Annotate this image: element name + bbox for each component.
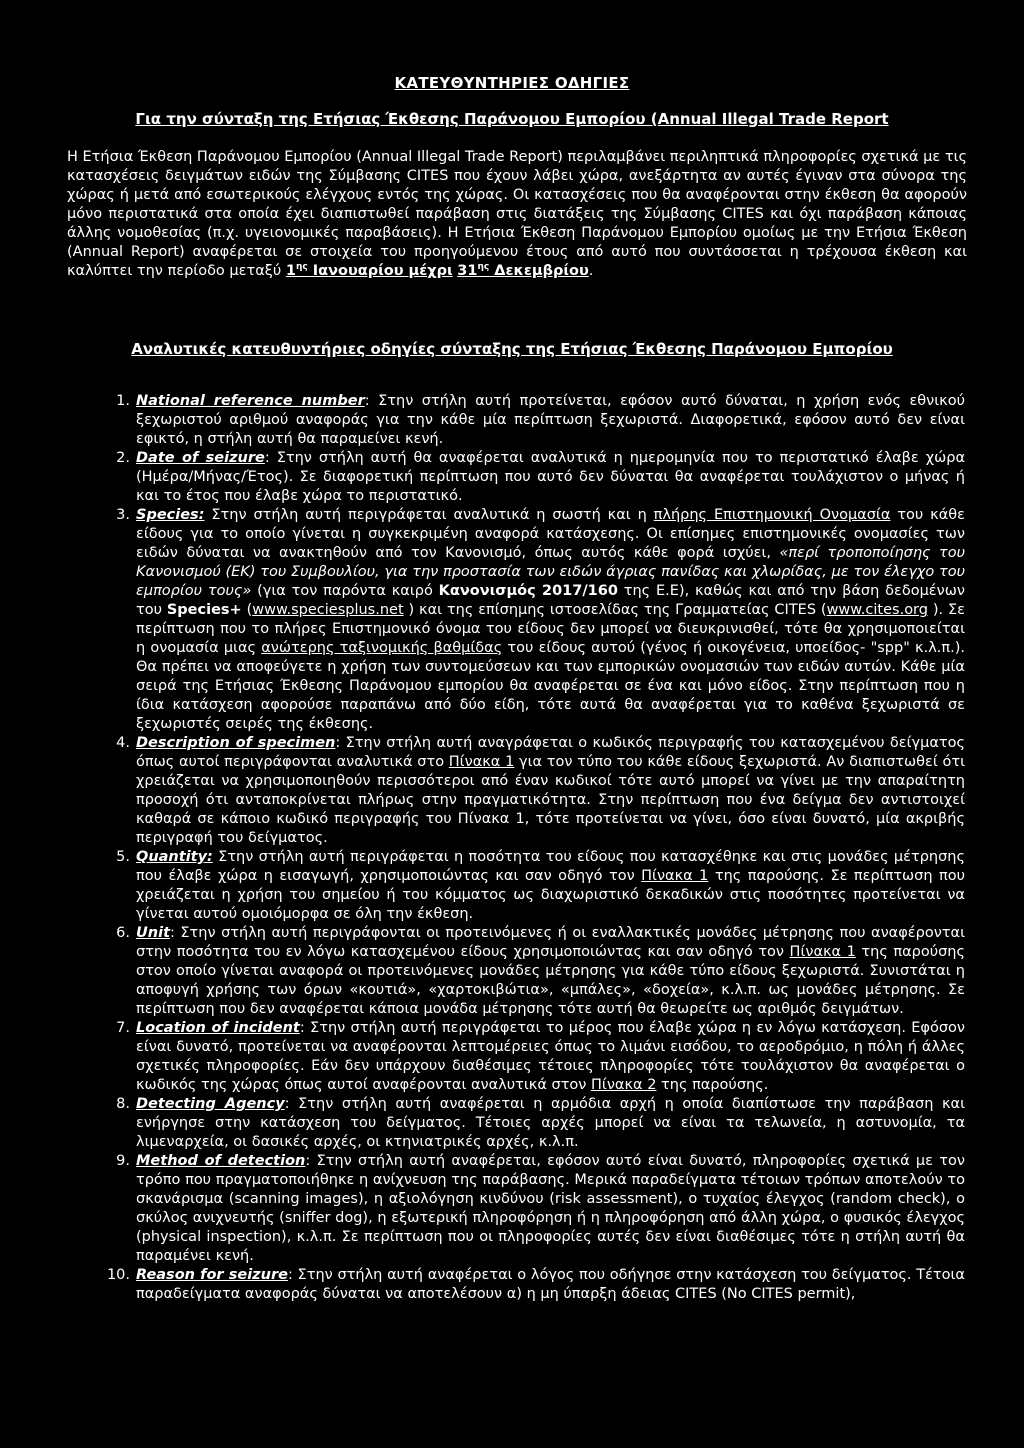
speciesplus-link[interactable]: www.speciesplus.net xyxy=(252,602,404,618)
field-term: Location of incident xyxy=(136,1020,300,1036)
field-term: Method of detection xyxy=(136,1153,306,1169)
field-term: Unit xyxy=(136,925,170,941)
list-item: 10. Reason for seizure: Στην στήλη αυτή αναφέρεται ο λόγος που οδήγησε στην κατάσχεση του δείγματος. Τέτοια παραδείγματα αναφοράς δύναται να αποτελέσουν α) η μη ύπαρξη άδειας CITES (No CITES permit), xyxy=(106,1267,965,1302)
intro-paragraph: Η Ετήσια Έκθεση Παράνομου Εμπορίου (Annual Illegal Trade Report) περιλαμβάνει περιληπτικά πληροφορίες σχετικά με τις κατασχέσεις δειγμάτων ειδών της Σύμβασης CITES που έχουν λάβει χώρα, ανεξάρτητα αν αυτές έγιναν στα σύνορα της χώρας ή μετά από εσωτερικούς ελέγχους εντός της χώρας. Οι κατασχέσεις που θα αναφέρονται στην έκθεση θα αφορούν μόνο περιστατικά στα οποία έχει διαπιστωθεί παράβαση στις διατάξεις της Σύμβασης CITES και όχι παράβαση κάποιας άλλης νομοθεσίας (π.χ. υγειονομικές παραβάσεις). Η Ετήσια Έκθεση Παράνομου Εμπορίου ομοίως με την Ετήσια Έκθεση (Annual Report) αναφέρεται σε στοιχεία του προηγούμενου έτους από αυτό που συντάσσεται η τρέχουσα έκθεση και καλύπτει την περίοδο μεταξύ $1^{\eta\varsigma}$ Ιανουαρίου μέχρι $31^{\eta\varsigma}$ Δεκεμβρίου. xyxy=(67,149,967,279)
field-term: Quantity: xyxy=(136,849,213,865)
field-term: Reason for seizure xyxy=(136,1267,288,1283)
field-term: Species: xyxy=(136,507,205,523)
list-item: 2. Date of seizure: Στην στήλη αυτή θα αναφέρεται αναλυτικά η ημερομηνία που το περιστατικό έλαβε χώρα (Ημέρα/Μήνας/Έτος). Σε διαφορετική περίπτωση που αυτό δεν δύναται θα αναφέρεται τουλάχιστον ο μήνας ή και το έτος που έλαβε χώρα το περιστατικό. xyxy=(116,450,965,504)
list-item: 7. Location of incident: Στην στήλη αυτή περιγράφεται το μέρος που έλαβε χώρα η εν λόγω κατάσχεση. Εφόσον είναι δυνατό, προτείνεται να αναφέρονται λεπτομέρειες όπως το λιμάνι εισόδου, το αεροδρόμιο, η πόλη ή άλλες σχετικές πληροφορίες. Εάν δεν υπάρχουν διαθέσιμες τέτοιες πληροφορίες τότε τουλάχιστον θα αναφέρεται ο κωδικός της χώρας όπως αυτοί αναφέρονται αναλυτικά στον Πίνακα 2 της παρούσης. xyxy=(116,1020,965,1093)
list-item: 3. Species: Στην στήλη αυτή περιγράφεται αναλυτικά η σωστή και η πλήρης Επιστημονική Ονομασία του κάθε είδους για το οποίο γίνεται η συγκεκριμένη αναφορά κατάσχεσης. Οι επίσημες επιστημονικές ονομασίες των ειδών δύναται να ανακτηθούν από τον Κανονισμό, όπως αυτός κάθε φορά ισχύει, «περί τροποποίησης του Κανονισμού (ΕΚ) του Συμβουλίου, για την προστασία των ειδών άγριας πανίδας και χλωρίδας, με τον έλεγχο του εμπορίου τους» (για τον παρόντα καιρό Κανονισμός 2017/160 της Ε.Ε), καθώς και από την βάση δεδομένων του Species+ (www.speciesplus.net ) και της επίσημης ιστοσελίδας της Γραμματείας CITES (www.cites.org ). Σε περίπτωση που το πλήρες Επιστημονικό όνομα του είδους δεν μπορεί να διευκρινισθεί, τότε θα χρησιμοποιείται η ονομασία μιας ανώτερης ταξινομικής βαθμίδας του είδους αυτού (γένος ή οικογένεια, υποείδος- "spp" κ.λ.π.). Θα πρέπει να αποφεύγετε η χρήση των συντομεύσεων και των εμπορικών ονομασιών των ειδών αυτών. Κάθε μία σειρά της Ετήσιας Έκθεσης Παράνομου εμπορίου θα αναφέρεται σε ένα και μόνο είδος. Στην περίπτωση που η ίδια κατάσχεση αφορούσε παραπάνω από δύο είδη, τότε αυτά θα αναφέρεται για το καθένα ξεχωριστά σε ξεχωριστές σειρές της έκθεσης. xyxy=(116,507,965,732)
field-term: Detecting Agency xyxy=(136,1096,285,1112)
list-item: 9. Method of detection: Στην στήλη αυτή αναφέρεται, εφόσον αυτό είναι δυνατό, πληροφορίες σχετικά με τον τρόπο που πραγματοποιήθηκε η ανίχνευση της παράβασης. Μερικά παραδείγματα τέτοιων τρόπων αποτελούν το σκανάρισμα (scanning images), η αξιολόγηση κινδύνου (risk assessment), ο τυχαίος έλεγχος (random check), ο σκύλος ανιχνευτής (sniffer dog), η εξωτερική πληροφόρηση ή η πληροφόρηση από άλλη χώρα, ο φυσικός έλεγχος (physical inspection), κ.λ.π. Σε περίπτωση που οι πληροφορίες αυτές δεν είναι διαθέσιμες τότε η στήλη αυτή θα παραμένει κενή. xyxy=(116,1153,965,1264)
period-end: $31^{\eta\varsigma}$ Δεκεμβρίου xyxy=(457,262,589,279)
document-title: ΚΑΤΕΥΘΥΝΤΗΡΙΕΣ ΟΔΗΓΙΕΣ xyxy=(394,74,630,92)
cites-link[interactable]: www.cites.org xyxy=(826,602,928,618)
field-term: Description of specimen xyxy=(136,735,336,751)
field-term: National reference number xyxy=(136,393,365,409)
intro-text: Η Ετήσια Έκθεση Παράνομου Εμπορίου (Annual Illegal Trade Report) περιλαμβάνει περιληπτικά πληροφορίες σχετικά με τις κατασχέσεις δειγμάτων ειδών της Σύμβασης CITES που έχουν λάβει χώρα, ανεξάρτητα αν αυτές έγιναν στα σύνορα της χώρας ή μετά από εσωτερικούς ελέγχους εντός της χώρας. Οι κατασχέσεις που θα αναφέρονται στην έκθεση θα αφορούν μόνο περιστατικά στα οποία έχει διαπιστωθεί παράβαση στις διατάξεις της Σύμβασης CITES και όχι παράβαση κάποιας άλλης νομοθεσίας (π.χ. υγειονομικές παραβάσεις). Η Ετήσια Έκθεση Παράνομου Εμπορίου ομοίως με την Ετήσια Έκθεση (Annual Report) αναφέρεται σε στοιχεία του προηγούμενου έτους από αυτό που συντάσσεται η τρέχουσα έκθεση και καλύπτει την περίοδο μεταξύ xyxy=(67,149,967,279)
list-item: 8. Detecting Agency: Στην στήλη αυτή αναφέρεται η αρμόδια αρχή η οποία διαπίστωσε την παράβαση και ενήργησε στην κατάσχεση του δείγματος. Τέτοιες αρχές μπορεί να είναι τα τελωνεία, η αστυνομία, τα λιμεναρχεία, οι δασικές αρχές, οι κτηνιατρικές αρχές, κ.λ.π. xyxy=(116,1096,965,1150)
list-item: 5. Quantity: Στην στήλη αυτή περιγράφεται η ποσότητα του είδους που κατασχέθηκε και στις μονάδες μέτρησης που έλαβε χώρα η εισαγωγή, χρησιμοποιώντας και σαν οδηγό τον Πίνακα 1 της παρούσης. Σε περίπτωση που χρειάζεται η χρήση του σημείου ή του κόμματος ως διαχωριστικό δεκαδικών στις ποσότητες προτείνεται να γίνεται αυτού ομοιόμορφα σε όλη την έκθεση. xyxy=(116,849,966,922)
field-term: Date of seizure xyxy=(136,450,265,466)
document-subtitle: Για την σύνταξη της Ετήσιας Έκθεσης Παράνομου Εμπορίου (Annual Illegal Trade Report xyxy=(135,110,889,128)
list-item: 1. National reference number: Στην στήλη αυτή προτείνεται, εφόσον αυτό δύναται, η χρήση ενός εθνικού ξεχωριστού αριθμού αναφοράς για την κάθε μία περίπτωση ξεχωριστά. Διαφορετικά, εφόσον αυτό δεν είναι εφικτό, η στήλη αυτή θα παραμείνει κενή. xyxy=(116,393,965,447)
list-item: 6. Unit: Στην στήλη αυτή περιγράφονται οι προτεινόμενες ή οι εναλλακτικές μονάδες μέτρησης που αναφέρονται στην ποσότητα του εν λόγω κατασχεμένου είδους χρησιμοποιώντας και σαν οδηγό τον Πίνακα 1 της παρούσης στον οποίο γίνεται αναφορά οι προτεινόμενες μονάδες μέτρησης για κάθε τύπο είδους ξεχωριστά. Συνιστάται η αποφυγή χρήσης των όρων «κουτιά», «χαρτοκιβώτια», «μπάλες», «δοχεία», κ.λ.π. ως μονάδες μέτρησης. Σε περίπτωση που δεν αναφέρεται κάποια μονάδα μέτρησης τότε αυτή θα θεωρείτε ως αριθμός δειγμάτων. xyxy=(116,925,965,1017)
period-start: $1^{\eta\varsigma}$ Ιανουαρίου μέχρι xyxy=(285,262,453,279)
guideline-list xyxy=(0,392,1024,1304)
section-heading: Αναλυτικές κατευθυντήριες οδηγίες σύνταξης της Ετήσιας Έκθεσης Παράνομου Εμπορίου xyxy=(131,340,893,358)
list-item: 4. Description of specimen: Στην στήλη αυτή αναγράφεται ο κωδικός περιγραφής του κατασχεμένου δείγματος όπως αυτοί περιγράφονται αναλυτικά στο Πίνακα 1 για τον τύπο του κάθε είδους ξεχωριστά. Αν διαπιστωθεί ότι χρειάζεται να χρησιμοποιηθούν περισσότεροι από έναν κωδικοί τότε αυτό μπορεί να γίνει με την απαραίτητη προσοχή ότι ανταποκρίνεται πλήρως στην πραγματικότητα. Στην περίπτωση που ένα δείγμα δεν αντιστοιχεί καθαρά σε κάποιο κωδικό περιγραφής του Πίνακα 1, τότε προτείνεται να γίνει, όσο είναι δυνατό, μία ακριβής περιγραφή του δείγματος. xyxy=(116,735,965,846)
